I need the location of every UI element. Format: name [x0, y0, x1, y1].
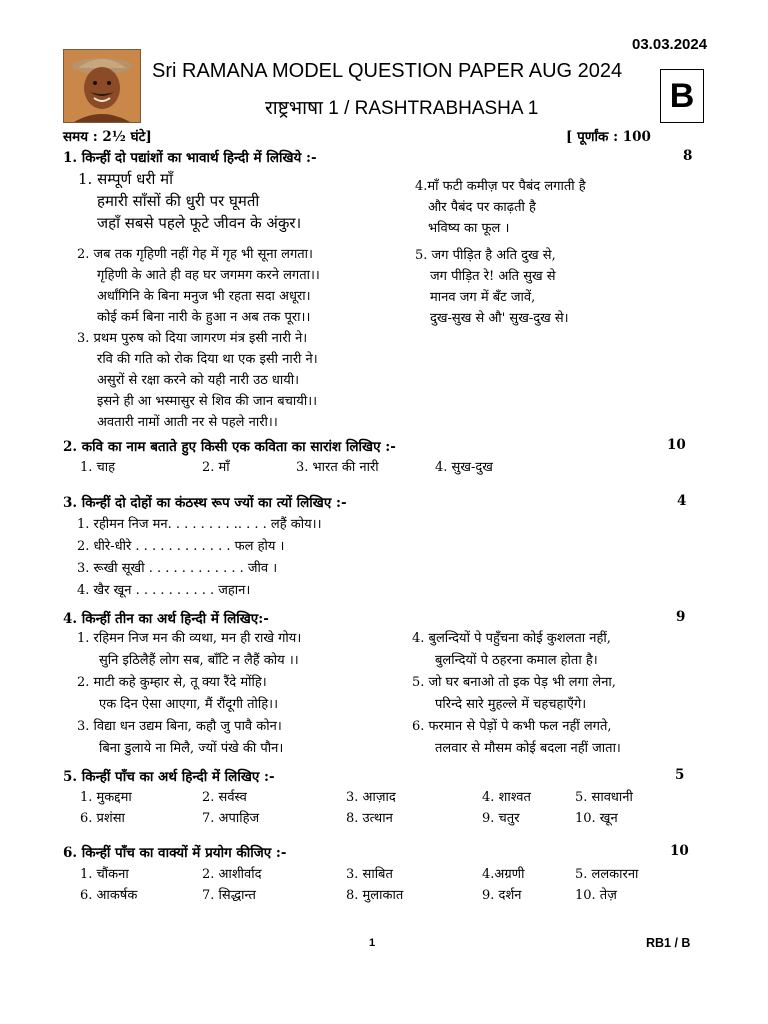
poem-1-line-2: हमारी साँसों की धुरी पर घूमती: [97, 192, 260, 210]
poem-5-line-3: मानव जग में बँट जावें,: [430, 290, 536, 305]
doha-2-line-2: एक दिन ऐसा आएगा, मैं रौंदूगी तोहि।।: [99, 697, 279, 712]
poem-3-line-5: अवतारी नामों आती नर से पहले नारी।।: [97, 415, 278, 430]
q3-heading: 3. किन्हीं दो दोहों का कंठस्थ रूप ज्यों का त्यों लिखिए :-: [63, 495, 347, 511]
q2-option-3: 3. भारत की नारी: [296, 460, 379, 475]
q6-word-5: 5. ललकारना: [575, 867, 639, 882]
q5-word-2: 2. सर्वस्व: [202, 790, 247, 805]
q5-word-6: 6. प्रशंसा: [80, 811, 125, 826]
paper-code: RB1 / B: [646, 936, 691, 950]
q2-marks: 10: [667, 437, 686, 453]
q6-word-2: 2. आशीर्वाद: [202, 867, 262, 882]
poem-4-line-3: भविष्य का फूल ।: [428, 221, 510, 236]
poem-1-line-3: जहाँ सबसे पहले फूटे जीवन के अंकुर।: [97, 214, 302, 232]
q4-marks: 9: [676, 609, 686, 625]
poem-4-line-2: और पैबंद पर काढ़ती है: [428, 200, 536, 215]
full-marks: [ पूर्णांक : 100: [566, 129, 651, 145]
q5-marks: 5: [675, 767, 685, 783]
poem-2-line-3: अर्धांगिनि के बिना मनुज भी रहता सदा अधूरा।: [97, 289, 311, 304]
sher-6-line-1: 6. फरमान से पेड़ों पे कभी फल नहीं लगते,: [412, 719, 612, 734]
q6-word-6: 6. आकर्षक: [80, 888, 138, 903]
q3-item-3: 3. रूखी सूखी . . . . . . . . . . . . जीव ।: [77, 561, 278, 576]
q1-marks: 8: [683, 148, 693, 164]
poem-2-line-4: कोई कर्म बिना नारी के हुआ न अब तक पूरा।।: [97, 310, 311, 325]
sher-5-line-2: परिन्दे सारे मुहल्ले में चहचहाएँगे।: [435, 697, 587, 712]
doha-1-line-1: 1. रहिमन निज मन की व्यथा, मन ही राखे गोय।: [77, 631, 302, 646]
poem-3-line-2: रवि की गति को रोक दिया था एक इसी नारी ने।: [97, 352, 318, 367]
q5-word-1: 1. मुकद्दमा: [80, 790, 132, 805]
time-label: समय : 2½ घंटे]: [63, 129, 152, 145]
q6-word-7: 7. सिद्धान्त: [202, 888, 256, 903]
q5-word-10: 10. खून: [575, 811, 618, 826]
doha-2-line-1: 2. माटी कहे कुम्हार से, तू क्या रैंदे मोंहि।: [77, 675, 267, 690]
sher-6-line-2: तलवार से मौसम कोई बदला नहीं जाता।: [435, 741, 621, 756]
author-portrait: [63, 49, 141, 123]
q6-marks: 10: [670, 843, 689, 859]
doha-1-line-2: सुनि इठिलैहैं लोग सब, बाँटि न लैहैं कोय ।।: [99, 653, 299, 668]
poem-5-line-2: जग पीड़ित रे! अति सुख से: [430, 269, 556, 284]
poem-1-line-1: 1. सम्पूर्ण धरी माँ: [78, 170, 174, 188]
poem-4-line-1: 4.माँ फटी कमीज़ पर पैबंद लगाती है: [415, 179, 586, 194]
q5-word-4: 4. शाश्वत: [482, 790, 531, 805]
poem-2-line-2: गृहिणी के आते ही वह घर जगमग करने लगता।।: [97, 268, 320, 283]
date: 03.03.2024: [632, 36, 708, 53]
q5-word-3: 3. आज़ाद: [346, 790, 396, 805]
q3-marks: 4: [677, 493, 687, 509]
q6-word-8: 8. मुलाकात: [346, 888, 404, 903]
poem-3-line-3: असुरों से रक्षा करने को यही नारी उठ धायी।: [97, 373, 300, 388]
q2-option-2: 2. माँ: [202, 460, 230, 475]
doha-3-line-1: 3. विद्या धन उद्यम बिना, कहौ जु पावै कोन।: [77, 719, 282, 734]
q6-word-10: 10. तेज़: [575, 888, 617, 903]
q3-item-4: 4. खैर खून . . . . . . . . . . जहान।: [77, 583, 251, 598]
q2-option-4: 4. सुख-दुख: [435, 460, 493, 475]
page-number: 1: [369, 937, 376, 949]
q3-item-1: 1. रहीमन निज मन. . . . . . . . .. . . . लहैं कोय।।: [77, 517, 322, 532]
paper-subtitle: राष्ट्रभाषा 1 / RASHTRABHASHA 1: [265, 98, 539, 119]
q2-heading: 2. कवि का नाम बताते हुए किसी एक कविता का सारांश लिखिए :-: [63, 439, 396, 455]
sher-5-line-1: 5. जो घर बनाओ तो इक पेड़ भी लगा लेना,: [412, 675, 616, 690]
poem-3-line-4: इसने ही आ भस्मासुर से शिव की जान बचायी।।: [97, 394, 318, 409]
q4-heading: 4. किन्हीं तीन का अर्थ हिन्दी में लिखिए:-: [63, 611, 269, 627]
poem-5-line-4: दुख-सुख से औ' सुख-दुख से।: [430, 311, 569, 326]
q1-heading: 1. किन्हीं दो पद्यांशों का भावार्थ हिन्दी में लिखिये :-: [63, 150, 317, 166]
q6-word-9: 9. दर्शन: [482, 888, 522, 903]
doha-3-line-2: बिना डुलाये ना मिलै, ज्यों पंखे की पौन।: [99, 741, 284, 756]
q5-heading: 5. किन्हीं पाँच का अर्थ हिन्दी में लिखिए :-: [63, 769, 275, 785]
q6-heading: 6. किन्हीं पाँच का वाक्यों में प्रयोग कीजिए :-: [63, 845, 287, 861]
q6-word-3: 3. साबित: [346, 867, 393, 882]
poem-3-line-1: 3. प्रथम पुरुष को दिया जागरण मंत्र इसी नारी ने।: [77, 331, 308, 346]
q3-item-2: 2. धीरे-धीरे . . . . . . . . . . . . फल होय ।: [77, 539, 285, 554]
set-code-box: B: [660, 69, 704, 123]
q5-word-5: 5. सावधानी: [575, 790, 633, 805]
poem-5-line-1: 5. जग पीड़ित है अति दुख से,: [415, 248, 556, 263]
q6-word-1: 1. चौंकना: [80, 867, 129, 882]
q6-word-4: 4.अग्रणी: [482, 867, 525, 882]
poem-2-line-1: 2. जब तक गृहिणी नहीं गेह में गृह भी सूना लगता।: [77, 247, 313, 262]
q5-word-7: 7. अपाहिज: [202, 811, 260, 826]
q5-word-8: 8. उत्थान: [346, 811, 393, 826]
sher-4-line-2: बुलन्दियों पे ठहरना कमाल होता है।: [435, 653, 598, 668]
paper-title: Sri RAMANA MODEL QUESTION PAPER AUG 2024: [152, 60, 623, 82]
q5-word-9: 9. चतुर: [482, 811, 520, 826]
sher-4-line-1: 4. बुलन्दियों पे पहुँचना कोई कुशलता नहीं,: [412, 631, 611, 646]
q2-option-1: 1. चाह: [80, 460, 116, 475]
